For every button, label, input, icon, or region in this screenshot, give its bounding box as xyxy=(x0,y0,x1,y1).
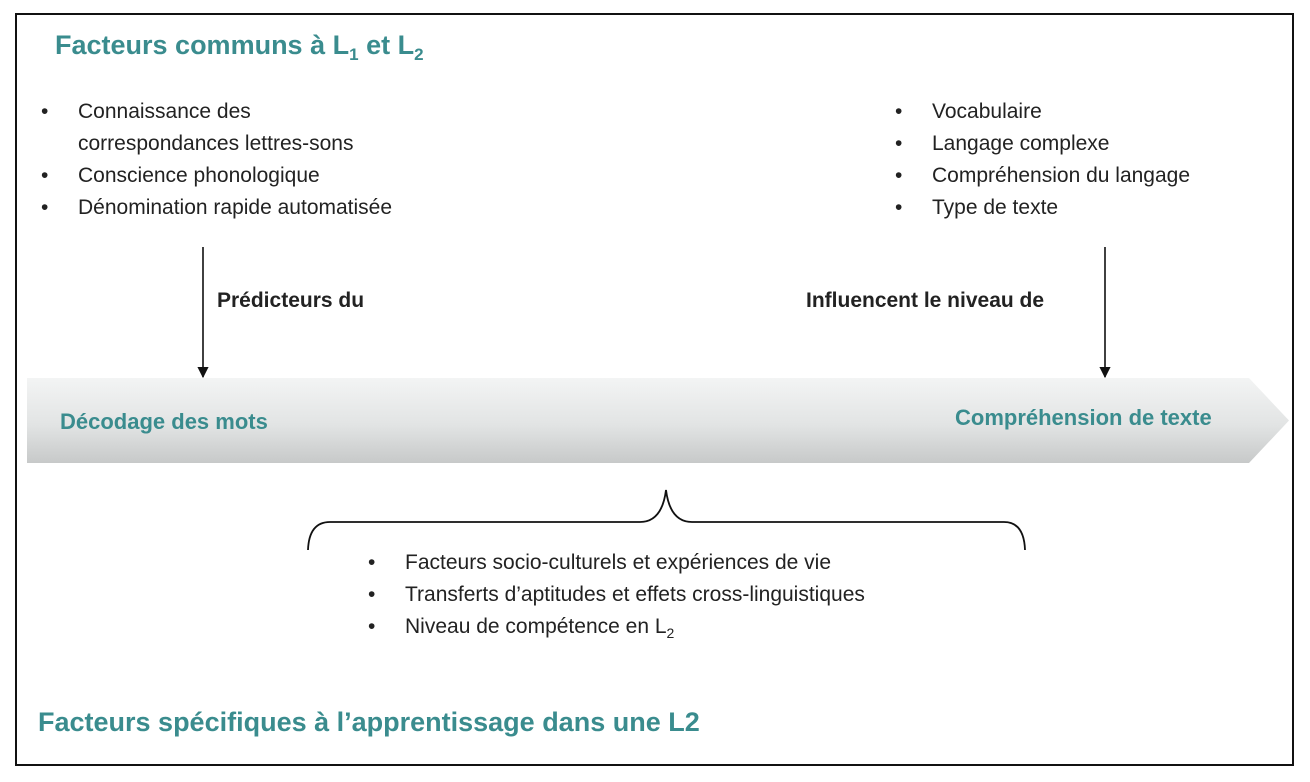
curly-brace xyxy=(308,490,1025,550)
list-item: • Type de texte xyxy=(893,192,1190,224)
list-item: • Vocabulaire xyxy=(893,96,1190,128)
predictors-arrow-label: Prédicteurs du xyxy=(217,289,365,312)
text-comprehension-label: Compréhension de texte xyxy=(955,405,1212,430)
l2-specific-factors-title: Facteurs spécifiques à l’apprentissage dans une L2 xyxy=(38,707,700,737)
list-item: • Dénomination rapide automatisée xyxy=(39,192,392,224)
influence-arrow-label: Influencent le niveau de xyxy=(806,289,1045,312)
list-item: • Facteurs socio-culturels et expériences de vie xyxy=(366,547,865,579)
list-item: • Conscience phonologique xyxy=(39,160,392,192)
list-item-continuation: correspondances lettres-sons xyxy=(78,132,354,155)
word-decoding-label: Décodage des mots xyxy=(60,409,268,434)
list-item: • Compréhension du langage xyxy=(893,160,1190,192)
list-item: • Connaissance des xyxy=(39,96,392,128)
list-item: • Niveau de compétence en $L_2$ xyxy=(366,611,865,649)
l2-specific-factors-list xyxy=(366,547,865,649)
common-factors-title: Facteurs communs à $L_1$ et $L_2$ xyxy=(55,30,424,64)
list-item: • Transferts d’aptitudes et effets cross-linguistiques xyxy=(366,579,865,611)
list-item: • Langage complexe xyxy=(893,128,1190,160)
